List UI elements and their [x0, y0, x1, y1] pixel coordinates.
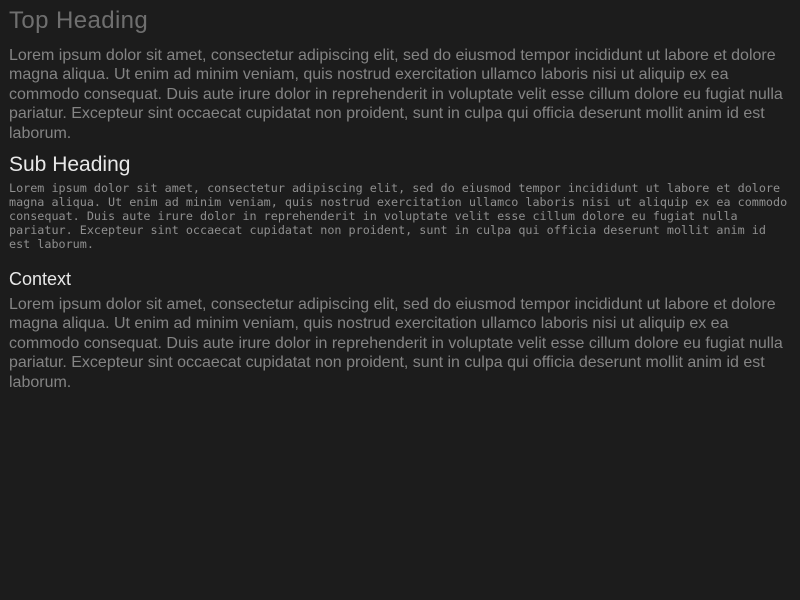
- mono-paragraph: Lorem ipsum dolor sit amet, consectetur adipiscing elit, sed do eiusmod tempor incididunt ut labore et dolore magna aliqua. Ut enim ad minim veniam, quis nostrud exercitation ullamco laboris nisi ut aliquip ex ea commodo consequat. Duis aute irure dolor in reprehenderit in voluptate velit esse cillum dolore eu fugiat nulla pariatur. Excepteur sint occaecat cupidatat non proident, sunt in culpa qui officia deserunt mollit anim id est laborum.: [9, 181, 788, 252]
- context-heading: Context: [9, 269, 72, 290]
- top-heading: Top Heading: [9, 7, 149, 34]
- sub-heading: Sub Heading: [9, 153, 131, 177]
- context-paragraph: Lorem ipsum dolor sit amet, consectetur adipiscing elit, sed do eiusmod tempor incididunt ut labore et dolore magna aliqua. Ut enim ad minim veniam, quis nostrud exercitation ullamco laboris nisi ut aliquip ex ea commodo consequat. Duis aute irure dolor in reprehenderit in voluptate velit esse cillum dolore eu fugiat nulla pariatur. Excepteur sint occaecat cupidatat non proident, sunt in culpa qui officia deserunt mollit anim id est laborum.: [9, 296, 783, 391]
- document: [9, 6, 791, 392]
- intro-paragraph: Lorem ipsum dolor sit amet, consectetur adipiscing elit, sed do eiusmod tempor incididunt ut labore et dolore magna aliqua. Ut enim ad minim veniam, quis nostrud exercitation ullamco laboris nisi ut aliquip ex ea commodo consequat. Duis aute irure dolor in reprehenderit in voluptate velit esse cillum dolore eu fugiat nulla pariatur. Excepteur sint occaecat cupidatat non proident, sunt in culpa qui officia deserunt mollit anim id est laborum.: [9, 47, 783, 142]
